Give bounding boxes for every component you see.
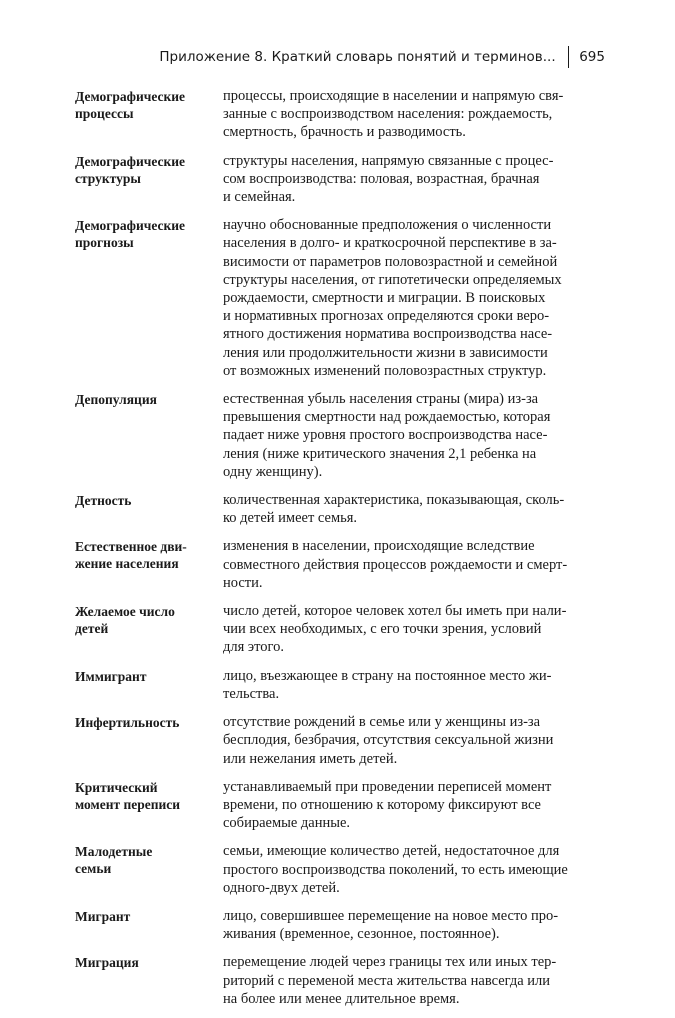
glossary-term: Депопуляция <box>75 392 157 408</box>
glossary-definition: число детей, которое человек хотел бы иметь при нали- чии всех необходимых, с его точки зрения, условий для этого. <box>223 603 567 656</box>
running-title: Приложение 8. Краткий словарь понятий и терминов... <box>159 49 556 65</box>
glossary-term: Миграция <box>75 955 139 971</box>
glossary-term: Естественное дви- жение населения <box>75 539 187 572</box>
header-separator <box>568 46 570 68</box>
glossary-entry <box>75 778 605 833</box>
glossary-entry <box>75 602 605 657</box>
glossary-entry <box>75 87 605 142</box>
glossary-definition: структуры населения, напрямую связанные с процес- сом воспроизводства: половая, возрастная, брачная и семейная. <box>223 152 554 206</box>
glossary-term: Малодетные семьи <box>75 844 153 877</box>
glossary-entry <box>75 152 605 207</box>
running-header <box>159 46 605 68</box>
glossary-entry <box>75 907 605 943</box>
glossary-entry <box>75 842 605 897</box>
glossary-definition: отсутствие рождений в семье или у женщины из-за бесплодия, безбрачия, отсутствия сексуальной жизни или нежелания иметь детей. <box>223 714 554 767</box>
glossary-term: Иммигрант <box>75 668 147 684</box>
glossary-entry <box>75 667 605 703</box>
glossary-list <box>75 87 605 1018</box>
glossary-entry <box>75 390 605 481</box>
glossary-definition: семьи, имеющие количество детей, недостаточное для простого воспроизводства поколений, то есть имеющие одного-двух детей. <box>223 843 568 896</box>
glossary-term: Желаемое число детей <box>75 604 175 637</box>
glossary-definition: лицо, совершившее перемещение на новое место про- живания (временное, сезонное, постоянное). <box>223 907 559 943</box>
glossary-definition: лицо, въезжающее в страну на постоянное место жи- тельства. <box>223 667 552 702</box>
glossary-term: Демографические прогнозы <box>75 218 186 251</box>
glossary-term: Инфертильность <box>75 715 180 731</box>
glossary-term: Демографические процессы <box>75 89 186 121</box>
glossary-definition: устанавливаемый при проведении переписей момент времени, по отношению к которому фиксируют все собираемые данные. <box>223 778 552 832</box>
glossary-definition: процессы, происходящие в населении и напрямую свя- занные с воспроизводством населения: рождаемость, смертность, брачность и разводимость. <box>223 88 564 141</box>
glossary-term: Детность <box>75 493 132 509</box>
glossary-definition: количественная характеристика, показывающая, сколь- ко детей имеет семья. <box>223 492 565 527</box>
glossary-term: Критический момент переписи <box>75 779 181 812</box>
glossary-definition: изменения в населении, происходящие вследствие совместного действия процессов рождаемости и смерт- ности. <box>223 538 568 591</box>
glossary-term: Демографические структуры <box>75 153 186 186</box>
glossary-entry <box>75 713 605 768</box>
glossary-definition: перемещение людей через границы тех или иных тер- риторий с переменой места жительства навсегда или на более или менее длительное время. <box>223 954 557 1007</box>
glossary-entry <box>75 491 605 527</box>
glossary-definition: естественная убыль населения страны (мира) из-за превышения смертности над рождаемостью, которая падает ниже уровня простого воспроизводства насе- ления (ниже критического значения 2,1 ребенка на одну женщину). <box>223 391 551 480</box>
glossary-entry <box>75 537 605 592</box>
glossary-definition: научно обоснованные предположения о численности населения в долго- и краткосрочной перспективе в за- висимости от параметров половозрастной и семейной структуры населения, от гипотетически определяемых рождаемости, смертности и миграции. В поисковых и нормативных прогнозах определяются сроки веро- ятного достижения норматива воспроизводства насе- ления или продолжительности жизни в зависимости от возможных изменений половозрастных структур. <box>223 217 562 379</box>
glossary-term: Мигрант <box>75 908 131 924</box>
page-number: 695 <box>579 49 605 65</box>
glossary-entry <box>75 216 605 380</box>
